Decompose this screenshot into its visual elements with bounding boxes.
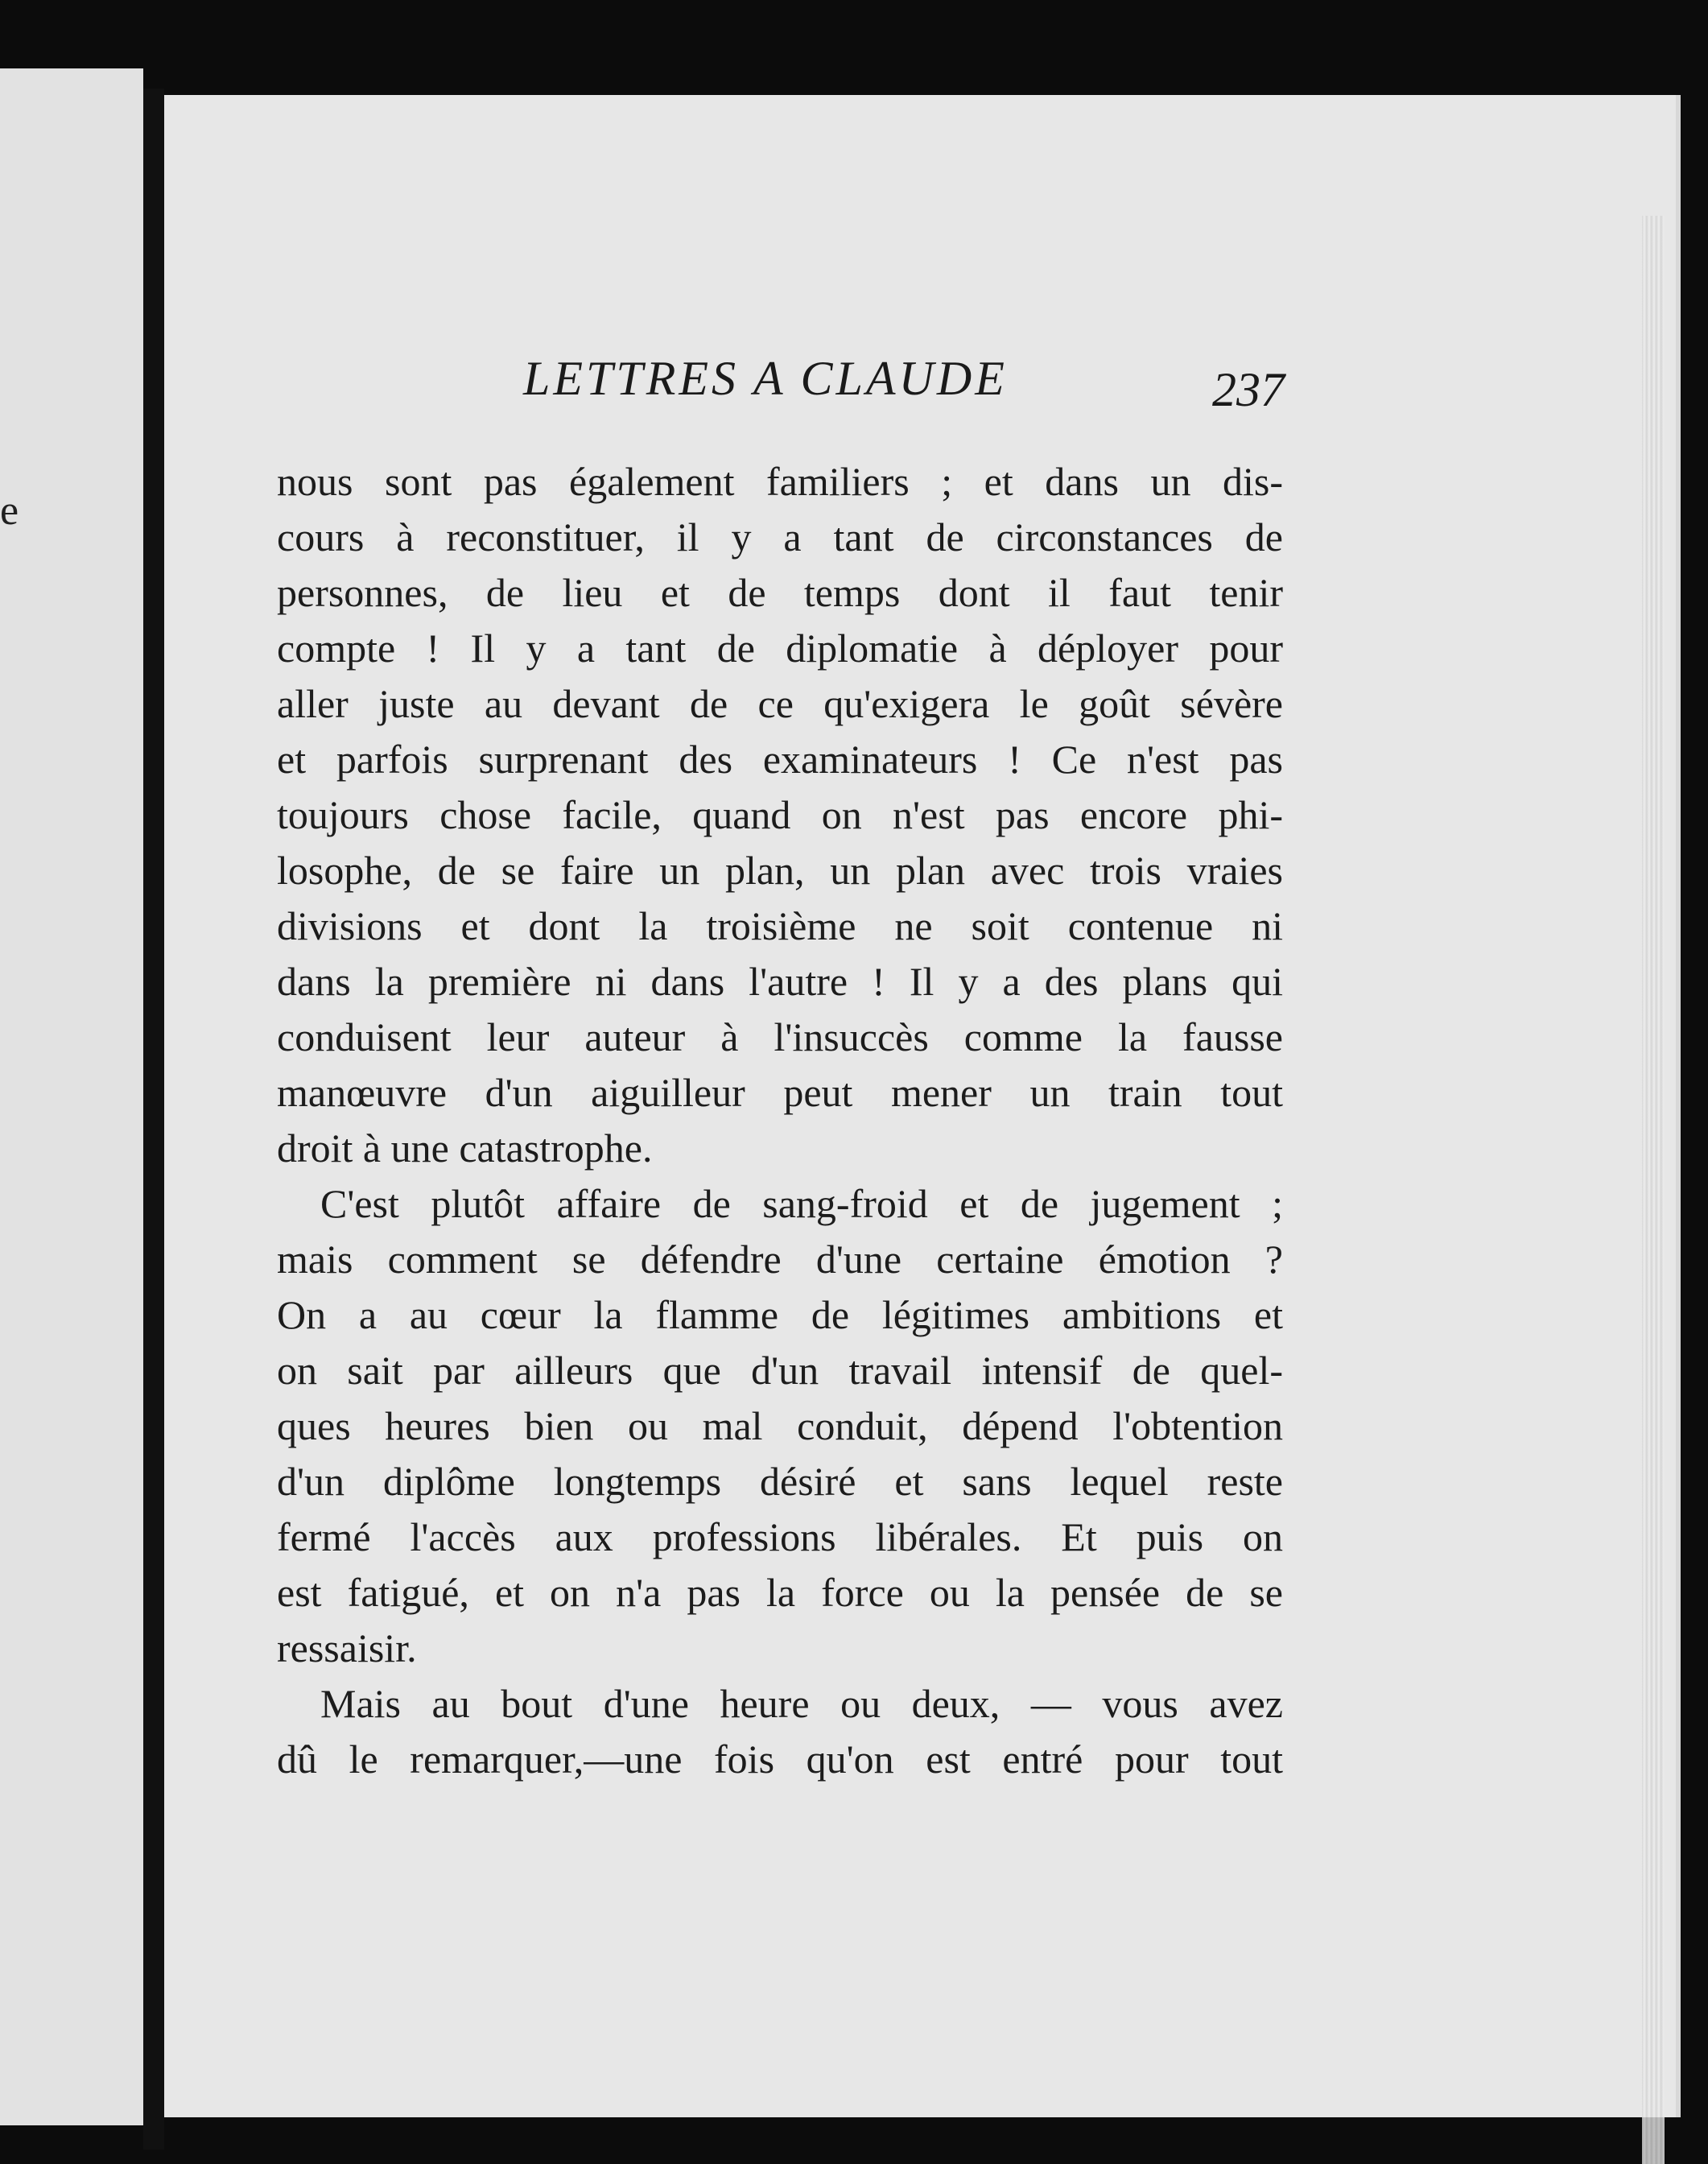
text-line: cours à reconstituer, il y a tant de circonstances de [277,514,1283,560]
book-gutter [143,89,164,2150]
text-line: droit à une catastrophe. [277,1125,653,1171]
text-line: mais comment se défendre d'une certaine émotion ? [277,1237,1283,1282]
text-line: On a au cœur la flamme de légitimes ambitions et [277,1292,1283,1337]
text-line: losophe, de se faire un plan, un plan avec trois vraies [277,848,1283,893]
text-line: nous sont pas également familiers ; et dans un dis- [277,459,1283,504]
left-facing-page [0,68,143,2125]
text-line: on sait par ailleurs que d'un travail intensif de quel- [277,1348,1283,1393]
text-line: manœuvre d'un aiguilleur peut mener un train tout [277,1070,1283,1115]
book-page [164,95,1681,2117]
text-line: C'est plutôt affaire de sang-froid et de jugement ; [320,1181,1283,1226]
text-line: divisions et dont la troisième ne soit contenue ni [277,903,1283,948]
text-line: et parfois surprenant des examinateurs ! Ce n'est pas [277,737,1283,782]
text-line: Mais au bout d'une heure ou deux, — vous avez [320,1681,1283,1726]
text-line: dans la première ni dans l'autre ! Il y a des plans qui [277,959,1283,1004]
text-line: d'un diplôme longtemps désiré et sans lequel reste [277,1459,1283,1504]
text-line: toujours chose facile, quand on n'est pas encore phi- [277,792,1283,837]
text-line: conduisent leur auteur à l'insuccès comme la fausse [277,1014,1283,1059]
text-line: ques heures bien ou mal conduit, dépend l'obtention [277,1403,1283,1448]
page-number: 237 [1212,363,1285,416]
text-line: fermé l'accès aux professions libérales. Et puis on [277,1514,1283,1559]
page-edge-shading [1642,216,1665,2164]
body-text [277,454,1283,1787]
text-line: compte ! Il y a tant de diplomatie à déployer pour [277,626,1283,671]
text-line: personnes, de lieu et de temps dont il faut tenir [277,570,1283,615]
left-page-text-fragment: e [0,488,19,534]
running-head [164,351,1676,415]
text-line: est fatigué, et on n'a pas la force ou la pensée de se [277,1570,1283,1615]
text-line: aller juste au devant de ce qu'exigera le goût sévère [277,681,1283,726]
running-head-title: LETTRES A CLAUDE [523,352,1008,405]
text-line: dû le remarquer,—une fois qu'on est entré pour tout [277,1737,1283,1782]
text-line: ressaisir. [277,1625,417,1670]
